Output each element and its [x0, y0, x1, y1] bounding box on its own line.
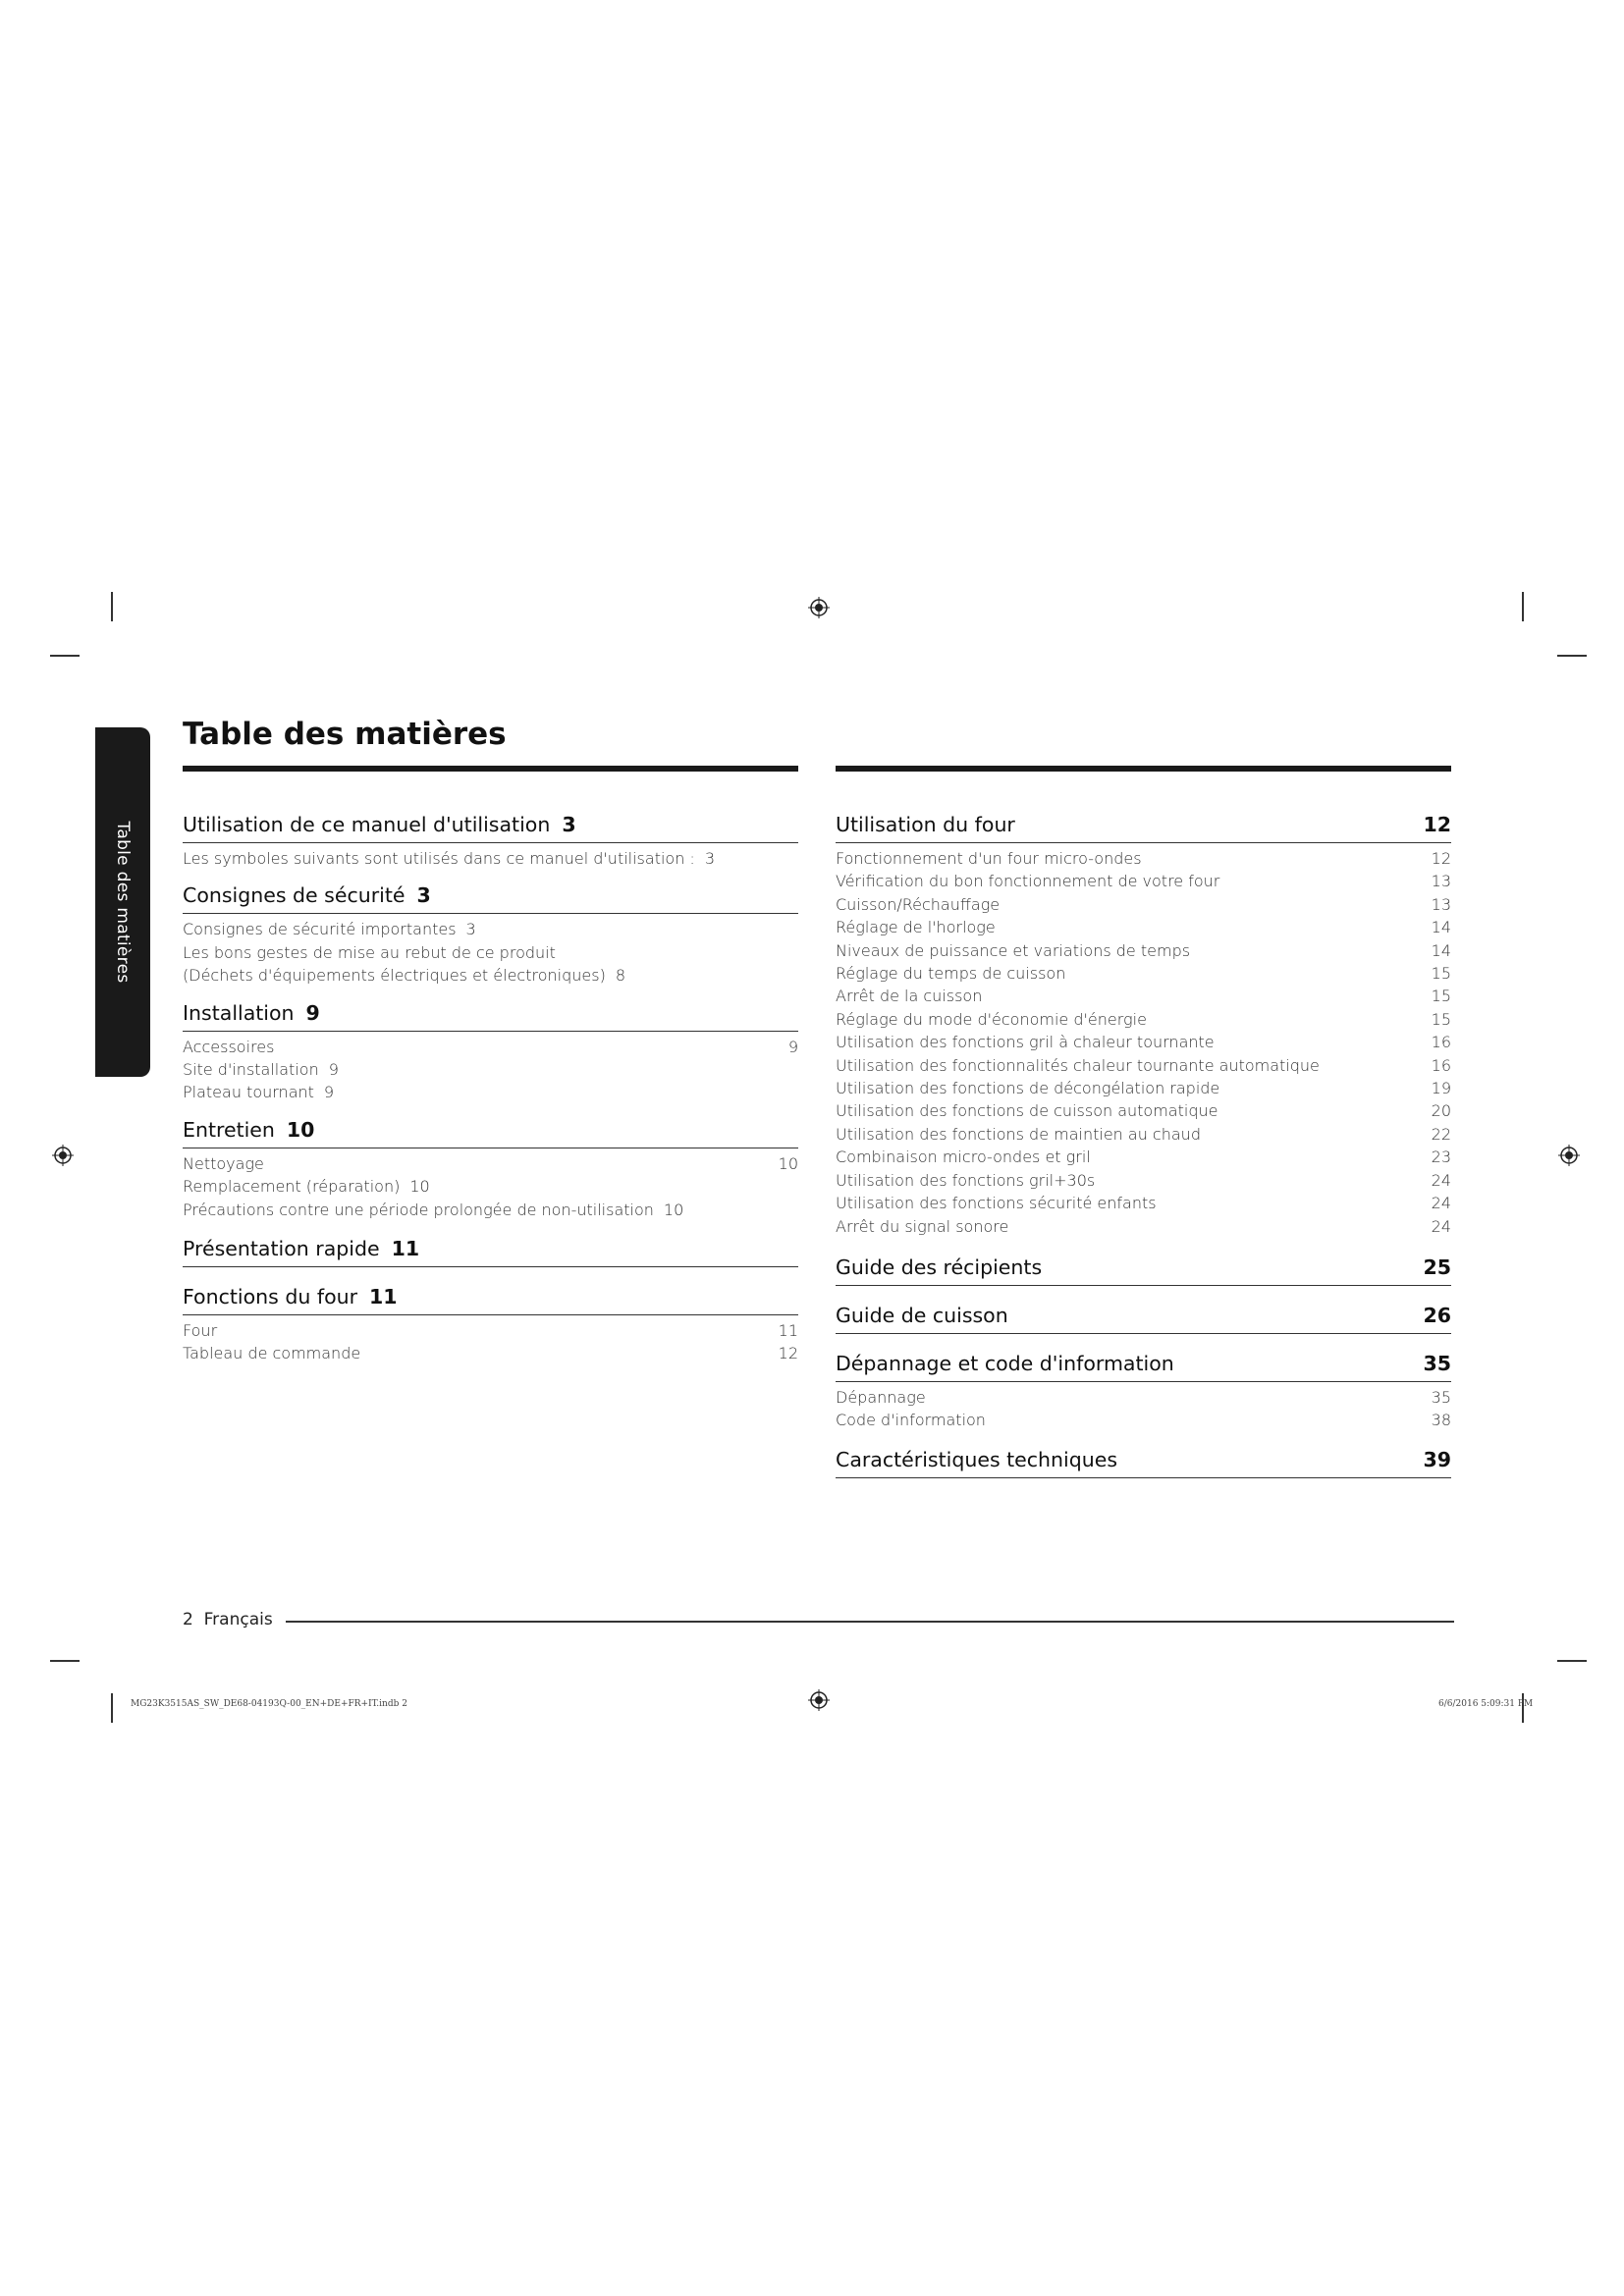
entry-label: Arrêt de la cuisson: [836, 987, 983, 1006]
section-page: 11: [391, 1237, 420, 1261]
section-title: Présentation rapide: [183, 1237, 380, 1261]
toc-entry: [183, 1081, 798, 1103]
entry-label: Vérification du bon fonctionnement de votre four: [836, 872, 1220, 891]
section-page: 12: [1423, 813, 1451, 836]
entry-label: Les bons gestes de mise au rebut de ce produit: [183, 942, 556, 962]
entry-label: Site d'installation: [183, 1060, 319, 1080]
toc-section: [836, 1352, 1451, 1432]
toc-entry: [836, 1008, 1451, 1031]
entry-label: Fonctionnement d'un four micro-ondes: [836, 849, 1142, 868]
toc-section: [836, 813, 1451, 1238]
entry-page: 9: [328, 1060, 339, 1080]
section-heading: [183, 1001, 798, 1032]
section-heading: [836, 1255, 1451, 1286]
entry-page: 14: [1431, 918, 1451, 937]
page-number: 2: [183, 1610, 193, 1629]
footer-language: Français: [203, 1610, 273, 1629]
section-title: Installation: [183, 1000, 295, 1025]
entry-list: [183, 1032, 798, 1104]
section-heading: [183, 1285, 798, 1315]
toc-entry: [183, 1199, 798, 1221]
entry-label: Utilisation des fonctions gril+30s: [836, 1170, 1096, 1190]
crop-mark: [1522, 592, 1524, 621]
toc-entry: [836, 1054, 1451, 1077]
toc-entry: [183, 964, 798, 987]
entry-label: Remplacement (réparation): [183, 1177, 401, 1197]
toc-entry: [836, 847, 1451, 870]
entry-label: Tableau de commande: [183, 1344, 361, 1363]
section-page: 35: [1423, 1351, 1451, 1375]
section-title: Fonctions du four: [183, 1285, 358, 1309]
section-title: Utilisation de ce manuel d'utilisation: [183, 813, 551, 836]
section-page: 3: [416, 883, 431, 908]
toc-entry: [836, 1099, 1451, 1122]
toc-entry: [183, 1058, 798, 1081]
toc-entry: [836, 1077, 1451, 1099]
toc-entry: [836, 1031, 1451, 1053]
entry-page: 10: [409, 1177, 430, 1197]
toc-section: [183, 1001, 798, 1104]
section-page: 39: [1423, 1447, 1451, 1471]
entry-label: Four: [183, 1321, 218, 1341]
registration-mark-icon: [1558, 1145, 1580, 1166]
entry-page: 13: [1431, 872, 1451, 891]
toc-entry: [183, 1342, 798, 1364]
registration-mark-icon: [52, 1145, 74, 1166]
entry-label: Utilisation des fonctionnalités chaleur tournante automatique: [836, 1055, 1320, 1075]
toc-entry: [183, 1152, 798, 1175]
entry-page: 15: [1431, 1009, 1451, 1029]
entry-label: Plateau tournant: [183, 1083, 314, 1102]
registration-mark-icon: [808, 1689, 830, 1711]
entry-label: Code d'information: [836, 1411, 986, 1430]
entry-page: 24: [1431, 1170, 1451, 1190]
entry-label: Accessoires: [183, 1037, 275, 1056]
toc-section: [183, 813, 798, 870]
entry-label: (Déchets d'équipements électriques et électroniques): [183, 966, 606, 986]
section-heading: [183, 1118, 798, 1148]
entry-label: Dépannage: [836, 1387, 926, 1407]
entry-page: 38: [1431, 1411, 1451, 1430]
entry-label: Niveaux de puissance et variations de temps: [836, 940, 1191, 960]
toc-section: [183, 1237, 798, 1267]
entry-label: Combinaison micro-ondes et gril: [836, 1148, 1091, 1167]
crop-mark: [111, 592, 113, 621]
entry-page: 16: [1431, 1033, 1451, 1052]
entry-page: 8: [615, 966, 625, 986]
entry-label: Utilisation des fonctions de maintien au chaud: [836, 1124, 1201, 1144]
toc-entry: [836, 1123, 1451, 1146]
entry-page: 10: [663, 1200, 684, 1219]
entry-page: 19: [1431, 1079, 1451, 1098]
entry-label: Consignes de sécurité importantes: [183, 920, 457, 939]
toc-entry: [836, 1215, 1451, 1238]
toc-left-column: [183, 813, 798, 1365]
entry-page: 16: [1431, 1055, 1451, 1075]
entry-page: 10: [778, 1153, 798, 1173]
toc-right-column: [836, 813, 1451, 1478]
entry-page: 24: [1431, 1194, 1451, 1213]
section-heading: [183, 883, 798, 914]
entry-page: 3: [465, 920, 476, 939]
entry-label: Arrêt du signal sonore: [836, 1216, 1009, 1236]
crop-mark: [1557, 1660, 1587, 1662]
section-heading: [836, 1448, 1451, 1478]
section-page: 25: [1423, 1255, 1451, 1279]
entry-list: [183, 843, 798, 870]
side-tab: [95, 727, 150, 1077]
section-title: Guide des récipients: [836, 1255, 1043, 1279]
crop-mark: [50, 655, 80, 657]
toc-entry: [183, 941, 798, 964]
registration-mark-icon: [808, 597, 830, 618]
entry-label: Réglage du mode d'économie d'énergie: [836, 1009, 1147, 1029]
entry-label: Cuisson/Réchauffage: [836, 894, 1001, 914]
section-heading: [836, 1304, 1451, 1334]
entry-page: 9: [323, 1083, 335, 1102]
section-heading: [183, 813, 798, 843]
toc-entry: [836, 1146, 1451, 1168]
toc-entry: [836, 1169, 1451, 1192]
entry-label: Utilisation des fonctions gril à chaleur tournante: [836, 1033, 1215, 1052]
section-title: Caractéristiques techniques: [836, 1447, 1118, 1471]
section-page: 3: [562, 813, 576, 836]
entry-list: [183, 1315, 798, 1365]
section-title: Dépannage et code d'information: [836, 1351, 1174, 1375]
toc-entry: [836, 962, 1451, 985]
toc-entry: [183, 1036, 798, 1058]
entry-label: Réglage du temps de cuisson: [836, 964, 1066, 984]
entry-label: Les symboles suivants sont utilisés dans ce manuel d'utilisation :: [183, 849, 695, 868]
entry-list: [836, 843, 1451, 1238]
toc-entry: [183, 1175, 798, 1198]
entry-page: 11: [778, 1321, 798, 1341]
entry-label: Utilisation des fonctions sécurité enfants: [836, 1194, 1157, 1213]
print-slug-date: 6/6/2016 5:09:31 PM: [1438, 1699, 1534, 1709]
section-title: Guide de cuisson: [836, 1303, 1008, 1327]
crop-mark: [50, 1660, 80, 1662]
crop-mark: [111, 1693, 113, 1723]
side-tab-label: Table des matières: [113, 821, 133, 984]
page-footer: [183, 1610, 273, 1629]
title-rule: [836, 766, 1451, 772]
entry-page: 13: [1431, 894, 1451, 914]
section-page: 26: [1423, 1303, 1451, 1327]
toc-section: [183, 883, 798, 987]
page-title: Table des matières: [183, 717, 507, 752]
entry-list: [836, 1382, 1451, 1432]
toc-entry: [836, 939, 1451, 962]
entry-page: 15: [1431, 964, 1451, 984]
entry-page: 15: [1431, 987, 1451, 1006]
entry-page: 35: [1431, 1387, 1451, 1407]
entry-page: 22: [1431, 1124, 1451, 1144]
toc-entry: [183, 1319, 798, 1342]
entry-page: 12: [1431, 849, 1451, 868]
entry-page: 12: [778, 1344, 798, 1363]
entry-list: [183, 914, 798, 987]
section-heading: [183, 1237, 798, 1267]
entry-page: 14: [1431, 940, 1451, 960]
section-title: Entretien: [183, 1117, 275, 1142]
toc-section: [183, 1285, 798, 1365]
toc-entry: [836, 985, 1451, 1007]
toc-entry: [183, 918, 798, 940]
title-rule: [183, 766, 798, 772]
entry-label: Utilisation des fonctions de cuisson automatique: [836, 1101, 1218, 1121]
toc-entry: [836, 893, 1451, 916]
entry-page: 20: [1431, 1101, 1451, 1121]
toc-entry: [836, 870, 1451, 892]
footer-rule: [286, 1621, 1454, 1623]
toc-section: [836, 1448, 1451, 1478]
entry-label: Réglage de l'horloge: [836, 918, 996, 937]
entry-list: [183, 1148, 798, 1221]
section-page: 9: [305, 1000, 320, 1025]
toc-entry: [183, 847, 798, 870]
section-page: 11: [369, 1285, 398, 1309]
toc-entry: [836, 1386, 1451, 1409]
section-title: Utilisation du four: [836, 813, 1015, 836]
entry-page: 3: [704, 849, 716, 868]
entry-label: Utilisation des fonctions de décongélation rapide: [836, 1079, 1220, 1098]
entry-label: Précautions contre une période prolongée de non-utilisation: [183, 1200, 654, 1219]
entry-page: 24: [1431, 1216, 1451, 1236]
crop-mark: [1557, 655, 1587, 657]
toc-section: [836, 1304, 1451, 1334]
toc-entry: [836, 1409, 1451, 1431]
entry-page: 9: [787, 1037, 798, 1056]
entry-page: 23: [1431, 1148, 1451, 1167]
section-heading: [836, 1352, 1451, 1382]
toc-entry: [836, 1192, 1451, 1214]
toc-section: [183, 1118, 798, 1221]
section-page: 10: [286, 1117, 315, 1142]
print-slug-file: MG23K3515AS_SW_DE68-04193Q-00_EN+DE+FR+IT.indb 2: [131, 1699, 407, 1709]
section-heading: [836, 813, 1451, 843]
toc-entry: [836, 916, 1451, 938]
entry-label: Nettoyage: [183, 1153, 264, 1173]
section-title: Consignes de sécurité: [183, 883, 406, 908]
toc-section: [836, 1255, 1451, 1286]
